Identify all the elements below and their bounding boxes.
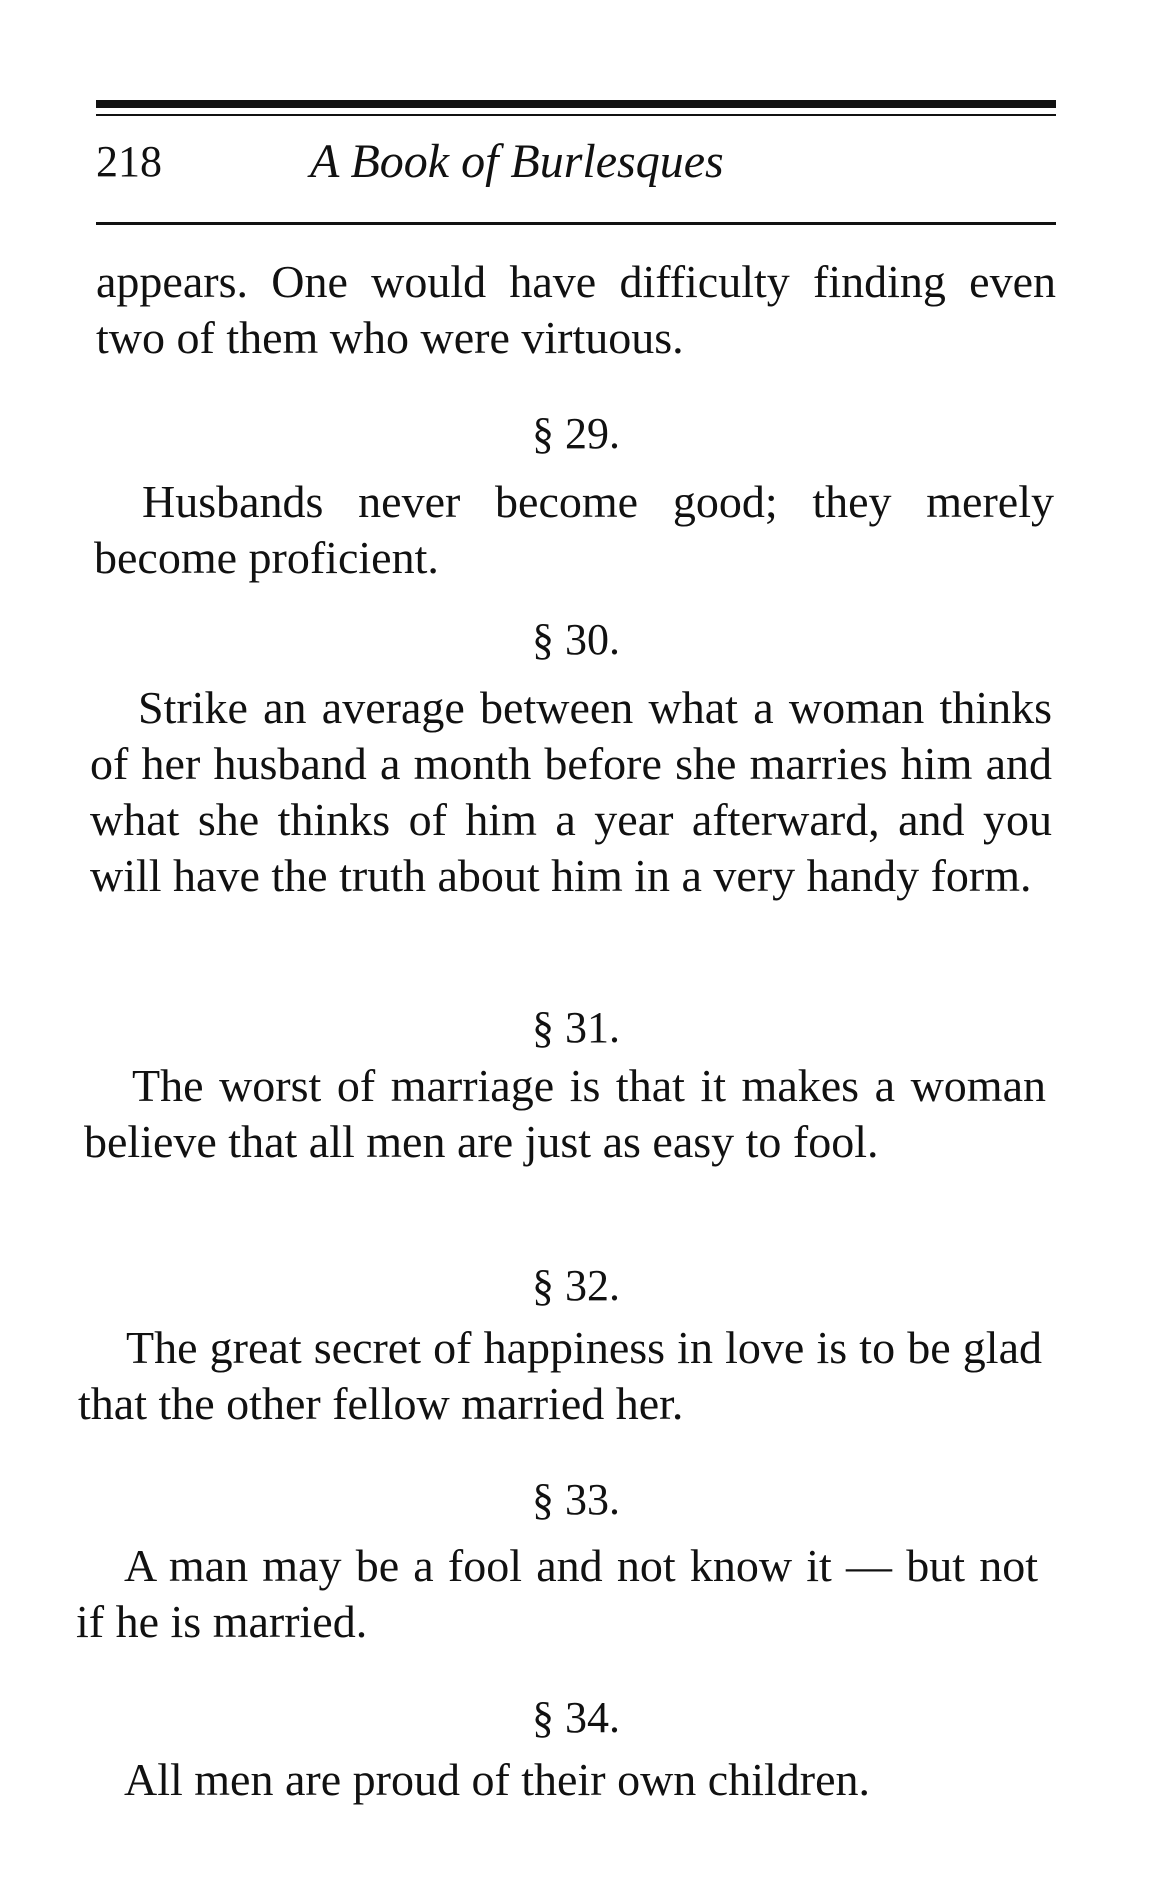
page-number: 218: [96, 137, 162, 186]
section-text-29: Husbands never become good; they merely become proficient.: [94, 476, 1054, 583]
section-text-34: All men are proud of their own children.: [124, 1754, 870, 1805]
section-label-32: § 32.: [532, 1261, 620, 1310]
section-label-29: § 29.: [532, 409, 620, 458]
section-text-30: Strike an average between what a woman thinks of her husband a month before she marries him and what she thinks of him a year afterward, and you will have the truth about him in a very handy form.: [90, 682, 1052, 901]
section-label-30: § 30.: [532, 615, 620, 664]
header-rule-thin: [96, 114, 1056, 116]
opening-paragraph: appears. One would have difficulty finding even two of them who were virtuous.: [96, 256, 1056, 363]
header-rule-bottom: [96, 222, 1056, 225]
section-label-34: § 34.: [532, 1693, 620, 1742]
book-title: A Book of Burlesques: [310, 135, 724, 188]
section-text-32: The great secret of happiness in love is to be glad that the other fellow married her.: [78, 1322, 1042, 1429]
running-head: [96, 130, 1056, 200]
header-rule-thick: [96, 100, 1056, 108]
section-label-33: § 33.: [532, 1475, 620, 1524]
section-text-31: The worst of marriage is that it makes a woman believe that all men are just as easy to fool.: [84, 1060, 1046, 1167]
section-text-33: A man may be a fool and not know it — but not if he is married.: [76, 1540, 1038, 1647]
section-label-31: § 31.: [532, 1003, 620, 1052]
